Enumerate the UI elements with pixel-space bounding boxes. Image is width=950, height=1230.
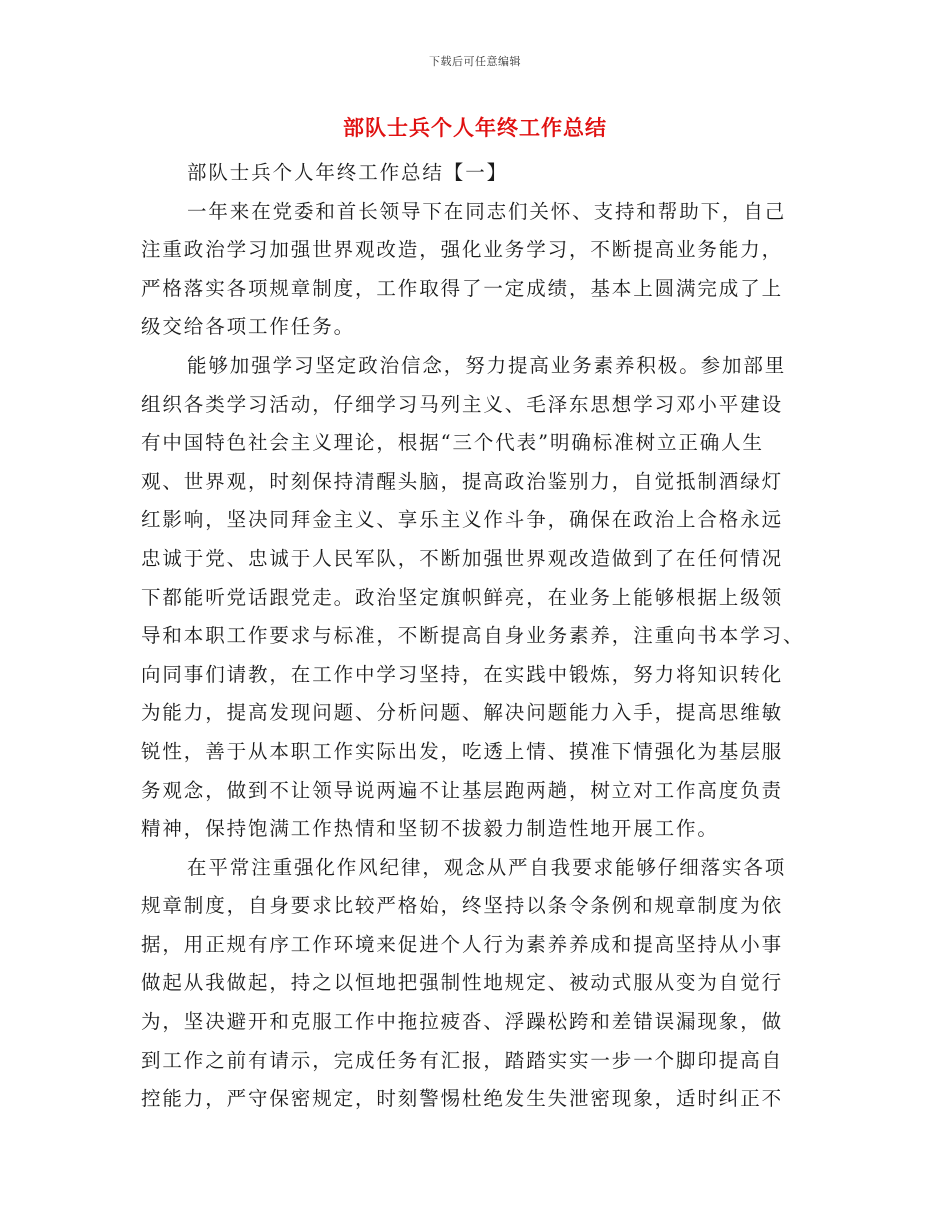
paragraph-line: 下都能听党话跟党走。政治坚定旗帜鲜亮，在业务上能够根据上级领	[141, 585, 784, 609]
paragraph-line: 向同事们请教，在工作中学习坚持，在实践中锻炼，努力将知识转化	[141, 662, 784, 686]
paragraph-line: 忠诚于党、忠诚于人民军队，不断加强世界观改造做到了在任何情况	[141, 546, 784, 570]
paragraph	[141, 347, 805, 849]
paragraph-line: 注重政治学习加强世界观改造，强化业务学习，不断提高业务能力，	[141, 238, 784, 262]
paragraph-line: 务观念，做到不让领导说两遍不让基层跑两趟，树立对工作高度负责	[141, 778, 784, 802]
paragraph	[141, 193, 805, 347]
header-note: 下载后可任意编辑	[429, 55, 521, 68]
paragraph-line: 能够加强学习坚定政治信念，努力提高业务素养积极。参加部里	[187, 353, 787, 377]
paragraph-line: 级交给各项工作任务。	[141, 315, 356, 339]
paragraph-line: 做起从我做起，持之以恒地把强制性地规定、被动式服从变为自觉行	[141, 971, 784, 995]
paragraph-line: 规章制度，自身要求比较严格始，终坚持以条令条例和规章制度为依	[141, 894, 784, 918]
paragraph-line: 有中国特色社会主义理论，根据“三个代表”明确标准树立正确人生	[141, 431, 764, 455]
paragraph-line: 严格落实各项规章制度，工作取得了一定成绩，基本上圆满完成了上	[141, 276, 784, 300]
paragraph-line: 为能力，提高发现问题、分析问题、解决问题能力入手，提高思维敏	[141, 701, 784, 725]
paragraph	[141, 154, 805, 193]
document-body	[141, 154, 805, 1119]
document-title: 部队士兵个人年终工作总结	[343, 116, 607, 140]
paragraph-line: 在平常注重强化作风纪律，观念从严自我要求能够仔细落实各项	[187, 855, 787, 879]
paragraph-line: 红影响，坚决同拜金主义、享乐主义作斗争，确保在政治上合格永远	[141, 508, 784, 532]
paragraph-line: 精神，保持饱满工作热情和坚韧不拔毅力制造性地开展工作。	[141, 817, 719, 841]
paragraph-line: 观、世界观，时刻保持清醒头脑，提高政治鉴别力，自觉抵制酒绿灯	[141, 469, 784, 493]
paragraph-line: 部队士兵个人年终工作总结【一】	[187, 161, 509, 184]
paragraph-line: 到工作之前有请示，完成任务有汇报，踏踏实实一步一个脚印提高自	[141, 1048, 784, 1072]
paragraph-line: 为，坚决避开和克服工作中拖拉疲沓、浮躁松跨和差错误漏现象，做	[141, 1010, 784, 1034]
paragraph-line: 一年来在党委和首长领导下在同志们关怀、支持和帮助下，自己	[187, 199, 787, 223]
paragraph-line: 控能力，严守保密规定，时刻警惕杜绝发生失泄密现象，适时纠正不	[141, 1087, 784, 1111]
paragraph-line: 据，用正规有序工作环境来促进个人行为素养养成和提高坚持从小事	[141, 932, 784, 956]
paragraph	[141, 849, 805, 1119]
paragraph-line: 导和本职工作要求与标准，不断提高自身业务素养，注重向书本学习、	[141, 624, 805, 648]
paragraph-line: 组织各类学习活动，仔细学习马列主义、毛泽东思想学习邓小平建设	[141, 392, 784, 416]
paragraph-line: 锐性，善于从本职工作实际出发，吃透上情、摸准下情强化为基层服	[141, 739, 784, 763]
